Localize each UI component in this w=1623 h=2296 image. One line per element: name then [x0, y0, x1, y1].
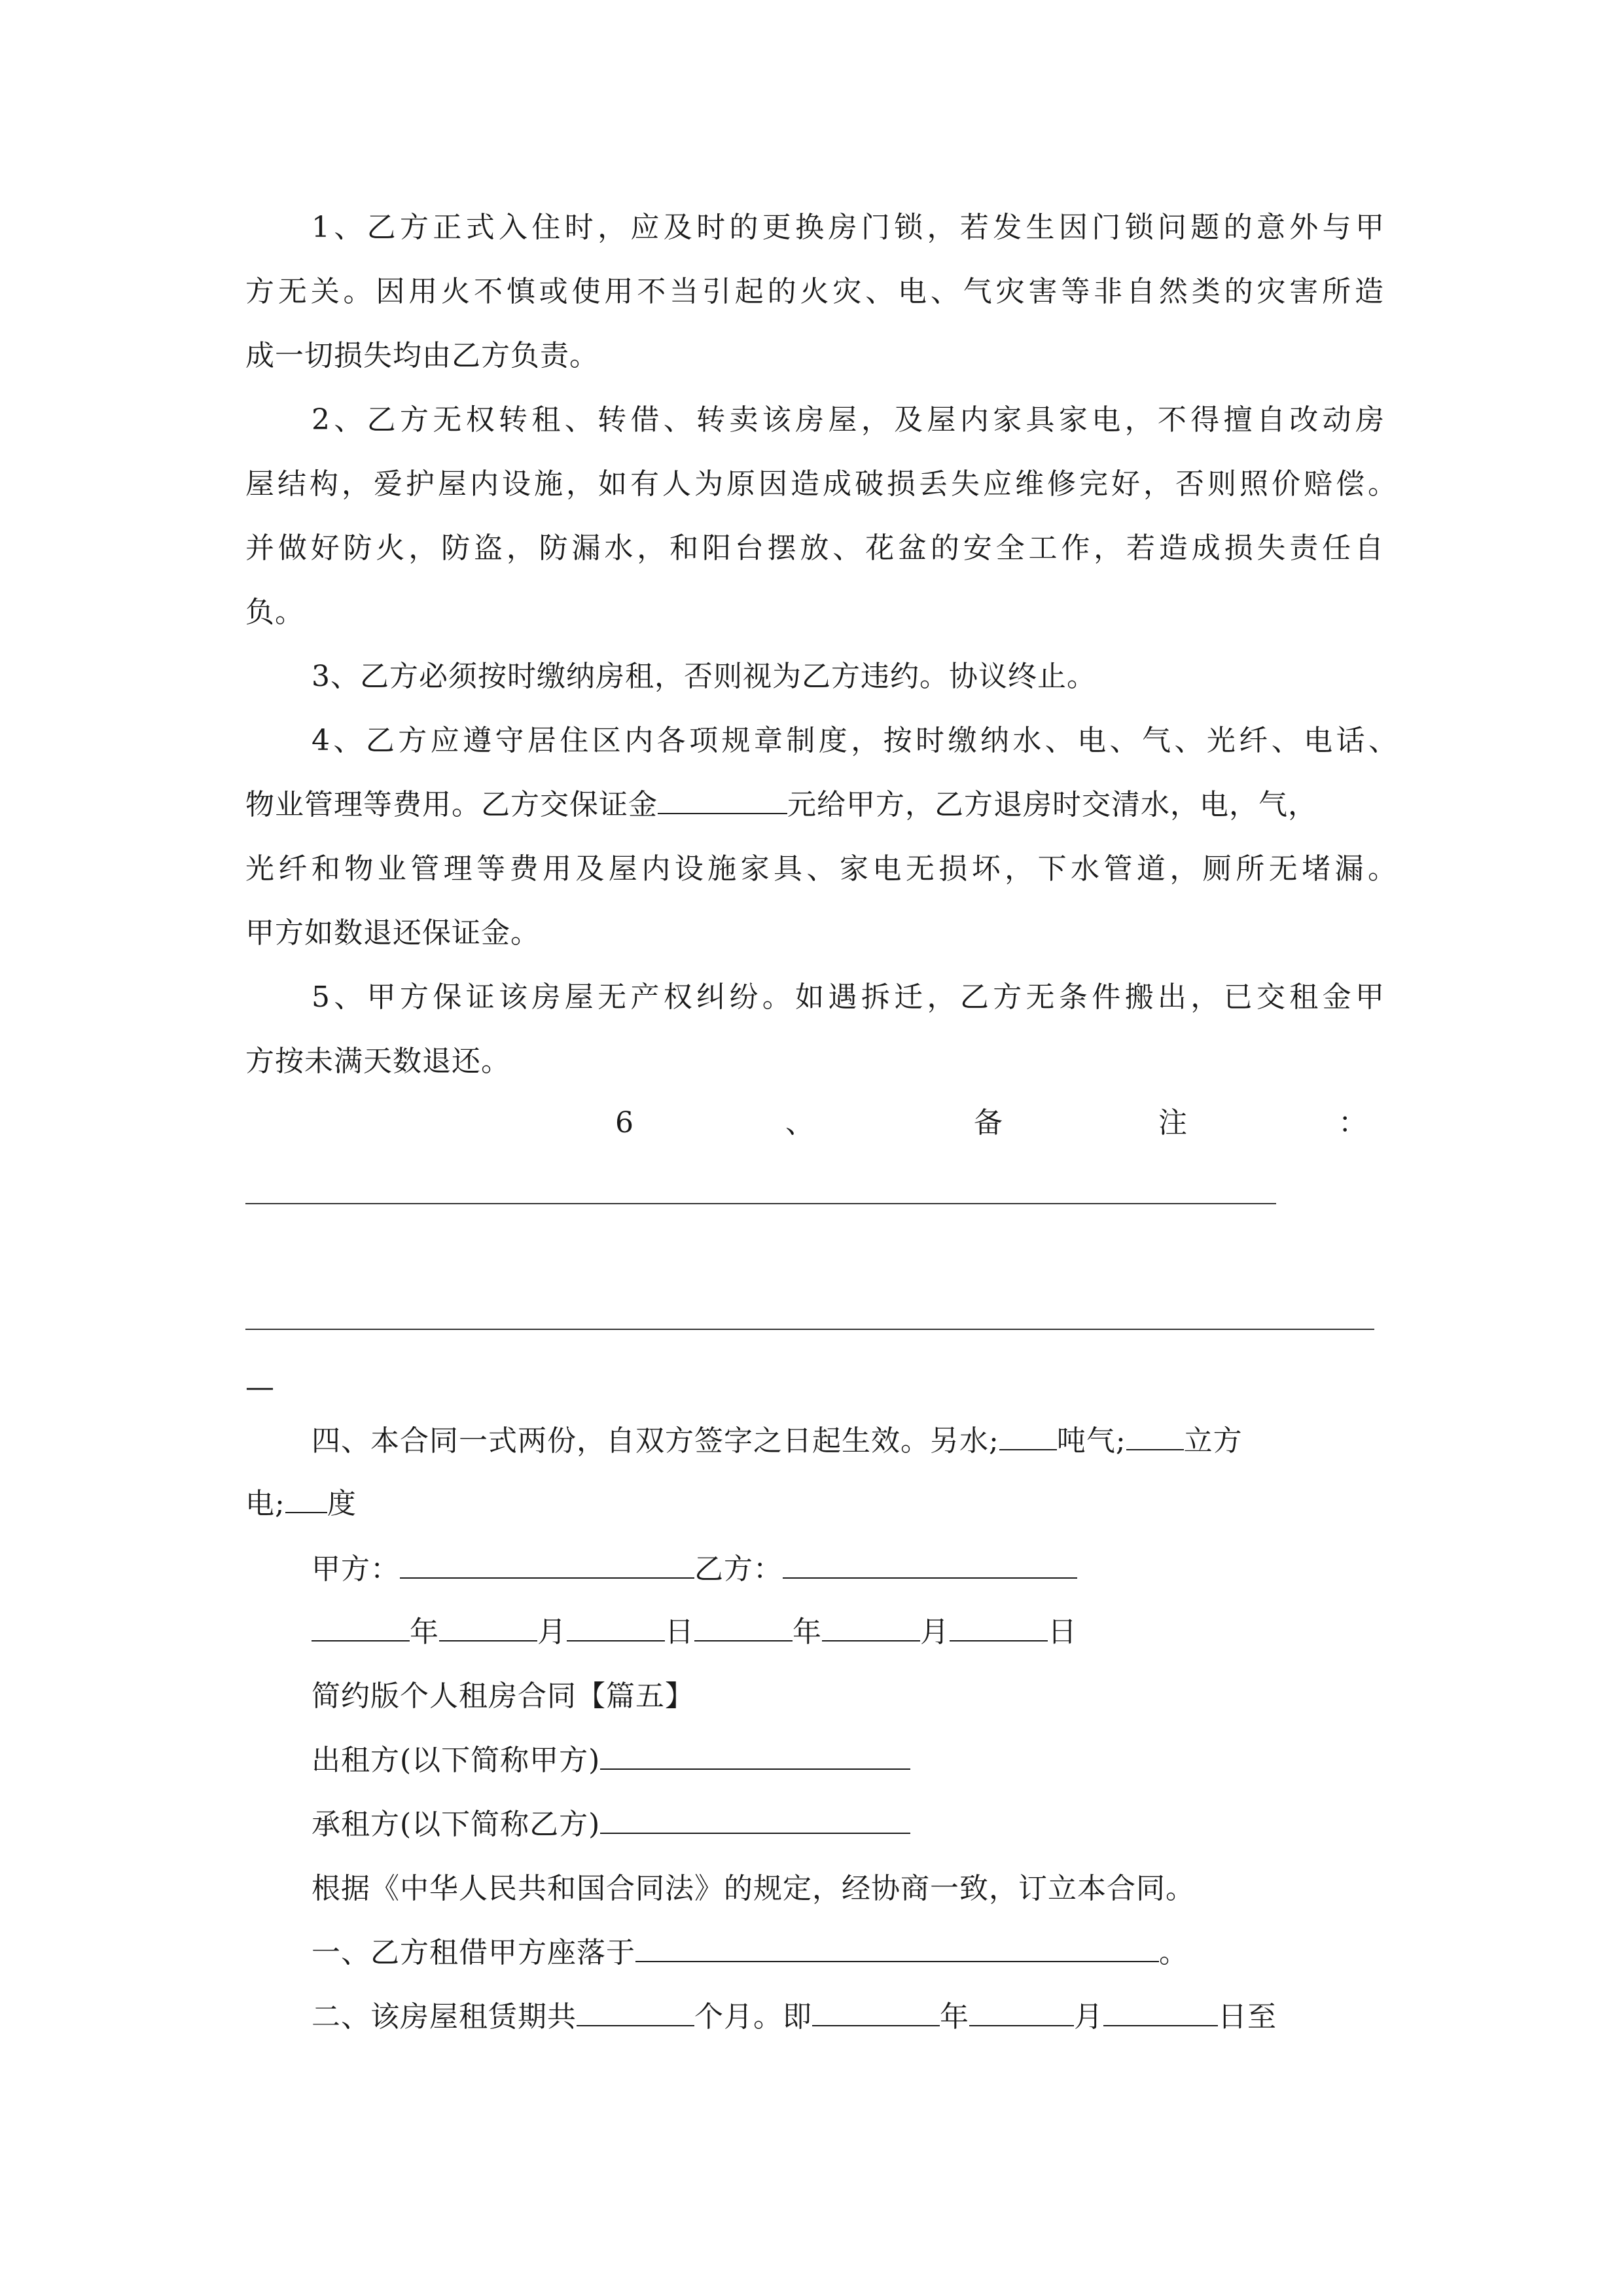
lease-start-month-blank	[969, 1999, 1074, 2026]
remark-tail-dash: —	[245, 1371, 275, 1404]
lessee-line	[312, 1806, 910, 1843]
section-4-electric-unit: 度	[327, 1487, 357, 1520]
remark-colon: ：	[1338, 1106, 1367, 1139]
clause-2-line-3: 并做好防火，防盗，防漏水，和阳台摆放、花盆的安全工作，若造成损失责任自	[245, 531, 1384, 565]
item-2-label: 二、该房屋租赁期共	[312, 2000, 577, 2034]
clause-4-line-1: 4、乙方应遵守居住区内各项规章制度，按时缴纳水、电、气、光纤、电话、	[312, 724, 1398, 757]
remark-word-1: 备	[974, 1106, 1003, 1139]
item-2-months: 个月。即	[694, 2000, 812, 2034]
remark-blank-line-2	[245, 1329, 1374, 1330]
clause-1-line-1: 1、乙方正式入住时，应及时的更换房门锁，若发生因门锁问题的意外与甲	[312, 211, 1385, 244]
contract-basis: 根据《中华人民共和国合同法》的规定，经协商一致，订立本合同。	[312, 1872, 1195, 1905]
contract-5-title: 简约版个人租房合同【篇五】	[312, 1679, 694, 1713]
deposit-blank	[658, 787, 787, 814]
date-a-day-blank	[567, 1614, 665, 1641]
clause-1-line-2: 方无关。因用火不慎或使用不当引起的火灾、电、气灾害等非自然类的灾害所造	[245, 275, 1384, 308]
item-2-month: 月	[1074, 2000, 1103, 2034]
water-blank	[999, 1423, 1057, 1450]
clause-5-line-2: 方按未满天数退还。	[245, 1045, 510, 1078]
date-b-year: 年	[793, 1615, 822, 1649]
clause-5-line-1: 5、甲方保证该房屋无产权纠纷。如遇拆迁，乙方无条件搬出，已交租金甲	[312, 980, 1385, 1014]
clause-1-line-3: 成一切损失均由乙方负责。	[245, 339, 599, 372]
remark-separator: 、	[785, 1106, 814, 1139]
lease-start-day-blank	[1103, 1999, 1218, 2026]
signature-line	[312, 1551, 1077, 1588]
party-a-blank	[400, 1551, 694, 1579]
lease-months-blank	[577, 1999, 694, 2026]
address-blank	[635, 1935, 1159, 1962]
clause-4-line-4: 甲方如数退还保证金。	[245, 916, 540, 950]
item-2-day: 日至	[1218, 2000, 1277, 2034]
lessee-label: 承租方(以下简称乙方)	[312, 1808, 601, 1841]
section-4-gas-unit: 立方	[1183, 1424, 1243, 1458]
party-a-label: 甲方：	[312, 1552, 400, 1586]
item-2-line	[312, 1999, 1277, 2036]
section-4-electric-label: 电;	[245, 1487, 285, 1520]
date-b-year-blank	[694, 1614, 793, 1641]
clause-2-line-1: 2、乙方无权转租、转借、转卖该房屋，及屋内家具家电，不得擅自改动房	[312, 403, 1385, 437]
clause-4-line-3: 光纤和物业管理等费用及屋内设施家具、家电无损坏，下水管道，厕所无堵漏。	[245, 852, 1397, 886]
party-b-label: 乙方：	[694, 1552, 783, 1586]
electric-blank	[285, 1486, 327, 1513]
lessor-line	[312, 1742, 910, 1779]
clause-4-line-2	[245, 787, 1317, 823]
lease-start-year-blank	[812, 1999, 940, 2026]
clause-3-line-1: 3、乙方必须按时缴纳房租，否则视为乙方违约。协议终止。	[312, 660, 1096, 693]
gas-blank	[1126, 1423, 1184, 1450]
lessor-label: 出租方(以下简称甲方)	[312, 1744, 601, 1777]
section-4-water-label: 四、本合同一式两份，自双方签字之日起生效。另水;	[312, 1424, 999, 1458]
section-4-line-1	[312, 1423, 1243, 1460]
date-a-month-blank	[439, 1614, 537, 1641]
section-4-gas-label: 吨气;	[1056, 1424, 1126, 1458]
date-a-year-blank	[312, 1614, 410, 1641]
section-4-line-2	[245, 1486, 357, 1522]
item-1-label: 一、乙方租借甲方座落于	[312, 1936, 635, 1969]
clause-2-line-4: 负。	[245, 596, 304, 629]
clause-2-line-2: 屋结构，爱护屋内设施，如有人为原因造成破损丢失应维修完好，否则照价赔偿。	[245, 467, 1397, 501]
date-a-month: 月	[537, 1615, 567, 1649]
item-1-line	[312, 1935, 1188, 1971]
item-2-year: 年	[940, 2000, 969, 2034]
date-b-month-blank	[822, 1614, 920, 1641]
date-b-day-blank	[950, 1614, 1048, 1641]
lessee-blank	[600, 1806, 910, 1834]
clause-4-line-2-start: 物业管理等费用。乙方交保证金	[245, 788, 658, 821]
date-b-day: 日	[1048, 1615, 1077, 1649]
remark-number: 6	[615, 1106, 633, 1139]
item-1-end: 。	[1159, 1936, 1188, 1969]
party-b-blank	[783, 1551, 1077, 1579]
remark-blank-line-1	[245, 1203, 1276, 1204]
clause-4-line-2-end: 元给甲方，乙方退房时交清水，电，气，	[787, 788, 1317, 821]
date-a-year: 年	[410, 1615, 439, 1649]
lessor-blank	[600, 1742, 910, 1770]
date-b-month: 月	[920, 1615, 950, 1649]
date-a-day: 日	[665, 1615, 694, 1649]
remark-word-2: 注	[1158, 1106, 1187, 1139]
signature-date-line	[312, 1614, 1077, 1651]
